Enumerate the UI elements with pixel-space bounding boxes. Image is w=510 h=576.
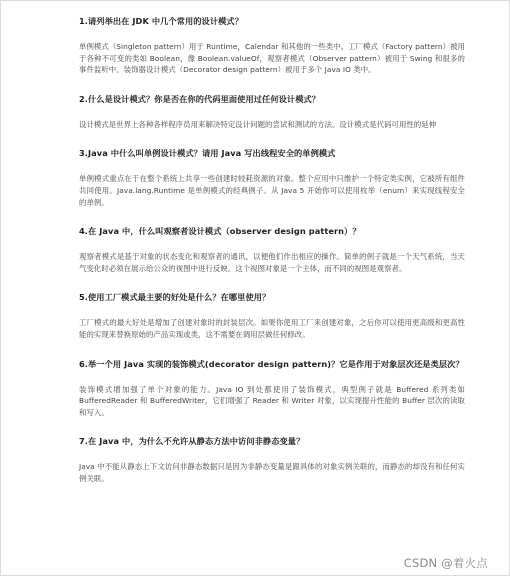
question-section-7	[79, 435, 465, 484]
question-section-3	[79, 147, 465, 208]
question-answer-4: 观察者模式是基于对象的状态变化和观察者的通讯，以便他们作出相应的操作。简单的例子就是一个天气系统，当天气变化时必须在展示给公众的视图中进行反映。这个视图对象是一个主体，而不同的视图是观察者。	[79, 252, 465, 273]
question-answer-5: 工厂模式的最大好处是增加了创建对象时的封装层次。如果你使用工厂来创建对象，之后你可以使用更高级和更高性能的实现来替换原始的产品实现或类，这不需要在调用层做任何修改。	[79, 318, 465, 339]
question-section-2	[79, 93, 465, 131]
question-title-2: 2.什么是设计模式？你是否在你的代码里面使用过任何设计模式？	[79, 93, 321, 104]
question-title-6: 6.举一个用 Java 实现的装饰模式(decorator design pattern)？它是作用于对象层次还是类层次？	[79, 358, 464, 369]
question-answer-1: 单例模式（Singleton pattern）用于 Runtime，Calendar 和其他的一些类中。工厂模式（Factory pattern）被用于各种不可变的类如 Boolean，像 Boolean.valueOf，观察者模式（Observer pattern）被用于 Swing 和很多的事件监听中。装饰器设计模式（Decorator design pattern）被用于多个 Java IO 类中。	[79, 42, 465, 75]
question-answer-7: Java 中不能从静态上下文访问非静态数据只是因为非静态变量是跟具体的对象实例关联的，而静态的却没有和任何实例关联。	[79, 462, 465, 483]
question-section-6	[79, 358, 465, 419]
question-section-5	[79, 291, 465, 340]
question-section-4	[79, 225, 465, 274]
question-answer-3: 单例模式重点在于在整个系统上共享一些创建时较耗资源的对象。整个应用中只维护一个特定类实例，它被所有组件共同使用。Java.lang.Runtime 是单例模式的经典例子。从 Java 5 开始你可以使用枚举（enum）来实现线程安全的单例。	[79, 174, 465, 207]
question-section-1	[79, 15, 465, 76]
question-title-5: 5.使用工厂模式最主要的好处是什么？在哪里使用？	[79, 292, 271, 303]
question-answer-2: 设计模式是世界上各种各样程序员用来解决特定设计问题的尝试和测试的方法。设计模式是代码可用性的延伸	[79, 119, 437, 129]
question-title-4: 4.在 Java 中，什么叫观察者设计模式（observer design pattern）？	[79, 226, 361, 237]
csdn-watermark: CSDN @着火点	[403, 556, 488, 570]
question-title-3: 3.Java 中什么叫单例设计模式？请用 Java 写出线程安全的单例模式	[79, 148, 336, 159]
question-title-1: 1.请列举出在 JDK 中几个常用的设计模式？	[79, 16, 243, 26]
question-title-7: 7.在 Java 中，为什么不允许从静态方法中访问非静态变量？	[79, 436, 305, 447]
question-answer-6: 装饰模式增加强了单个对象的能力。Java IO 到处都使用了装饰模式，典型例子就是 Buffered 系列类如 BufferedReader 和 BufferedWriter，它们增强了 Reader 和 Writer 对象，以实现提升性能的 Buffer 层次的读取和写入。	[79, 384, 465, 417]
